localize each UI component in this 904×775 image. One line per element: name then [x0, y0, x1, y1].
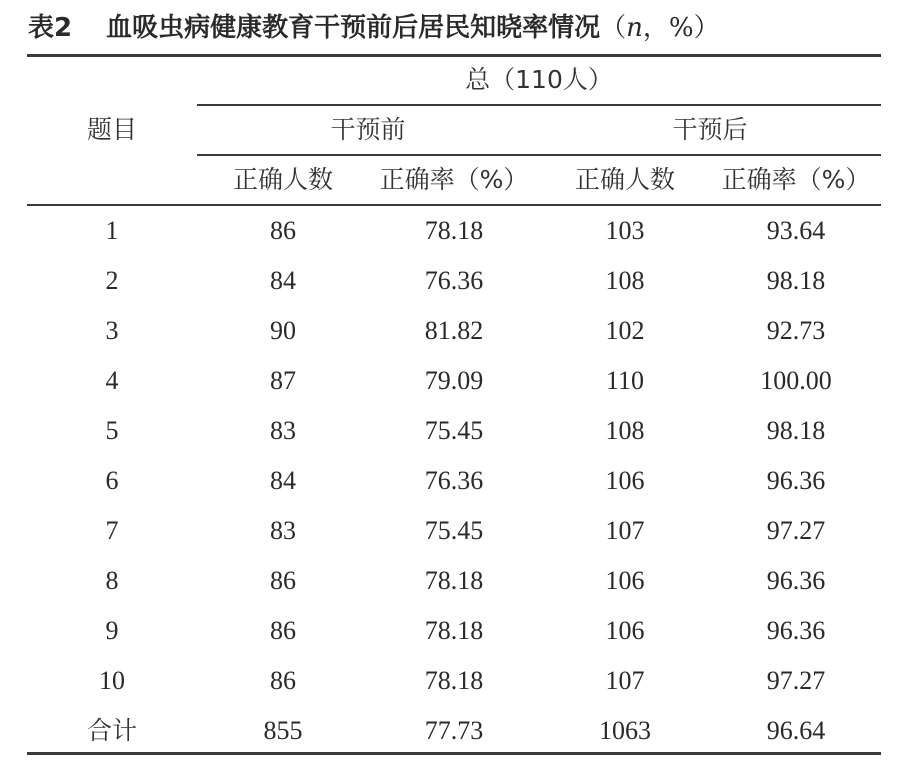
- cell-before-rate: 77.73: [424, 716, 484, 745]
- cell-before-rate: 78.18: [424, 566, 484, 595]
- cell-item: 3: [105, 316, 119, 345]
- cell-item: 合计: [86, 716, 137, 745]
- cell-after-count: 108: [605, 416, 645, 445]
- cell-after-count: 106: [605, 566, 645, 595]
- header-before: 干预前: [330, 115, 406, 144]
- header-col-rate-before: 正确率（%）: [379, 165, 529, 194]
- cell-after-count: 107: [605, 516, 645, 545]
- table-meta: [600, 6, 719, 50]
- table-bottom-rule: [27, 752, 881, 755]
- cell-before-rate: 78.18: [424, 616, 484, 645]
- cell-after-count: 108: [605, 266, 645, 295]
- table-title: 血吸虫病健康教育干预前后居民知晓率情况: [106, 13, 601, 43]
- cell-after-rate: 96.36: [766, 566, 826, 595]
- cell-before-count: 83: [270, 416, 296, 445]
- cell-after-rate: 96.36: [766, 466, 826, 495]
- cell-item: 4: [105, 366, 119, 395]
- cell-before-rate: 75.45: [424, 516, 484, 545]
- cell-item: 6: [105, 466, 119, 495]
- cell-after-count: 1063: [599, 716, 651, 745]
- cell-after-rate: 97.27: [766, 666, 826, 695]
- header-row-label: 题目: [86, 115, 137, 144]
- cell-item: 5: [105, 416, 119, 445]
- cell-before-count: 86: [270, 616, 296, 645]
- header-col-count-before: 正确人数: [232, 165, 333, 194]
- cell-after-count: 106: [605, 466, 645, 495]
- cell-item: 7: [105, 516, 119, 545]
- table-number: 表2: [28, 13, 73, 43]
- meta-n: n: [626, 13, 643, 43]
- cell-before-count: 84: [270, 266, 296, 295]
- cell-before-count: 86: [270, 666, 296, 695]
- cell-after-rate: 96.36: [766, 616, 826, 645]
- cell-before-rate: 75.45: [424, 416, 484, 445]
- cell-before-rate: 76.36: [424, 466, 484, 495]
- cell-before-rate: 78.18: [424, 666, 484, 695]
- cell-after-rate: 96.64: [766, 716, 826, 745]
- cell-before-count: 90: [270, 316, 296, 345]
- cell-before-rate: 79.09: [424, 366, 484, 395]
- cell-before-rate: 78.18: [424, 216, 484, 245]
- cell-after-rate: 98.18: [766, 266, 826, 295]
- cell-after-count: 107: [605, 666, 645, 695]
- header-col-rate-after: 正确率（%）: [721, 165, 871, 194]
- cell-item: 10: [99, 666, 125, 695]
- cell-after-count: 103: [605, 216, 645, 245]
- header-col-count-after: 正确人数: [574, 165, 675, 194]
- table-caption: [28, 6, 720, 50]
- cell-before-rate: 81.82: [424, 316, 484, 345]
- cell-before-count: 86: [270, 566, 296, 595]
- header-group-total: 总（110人）: [465, 65, 613, 94]
- cell-after-rate: 100.00: [760, 366, 832, 395]
- cell-before-rate: 76.36: [424, 266, 484, 295]
- meta-open: （: [600, 13, 627, 43]
- cell-before-count: 87: [270, 366, 296, 395]
- cell-after-count: 110: [605, 366, 645, 395]
- cell-after-count: 106: [605, 616, 645, 645]
- cell-after-rate: 97.27: [766, 516, 826, 545]
- cell-before-count: 84: [270, 466, 296, 495]
- cell-item: 2: [105, 266, 119, 295]
- cell-item: 9: [105, 616, 119, 645]
- cell-after-rate: 92.73: [766, 316, 826, 345]
- cell-after-rate: 93.64: [766, 216, 826, 245]
- header-after: 干预后: [672, 115, 748, 144]
- cell-item: 1: [105, 216, 119, 245]
- cell-before-count: 855: [263, 716, 303, 745]
- meta-rest: ，%）: [642, 13, 720, 43]
- cell-before-count: 86: [270, 216, 296, 245]
- cell-after-count: 102: [605, 316, 645, 345]
- cell-after-rate: 98.18: [766, 416, 826, 445]
- cell-item: 8: [105, 566, 119, 595]
- cell-before-count: 83: [270, 516, 296, 545]
